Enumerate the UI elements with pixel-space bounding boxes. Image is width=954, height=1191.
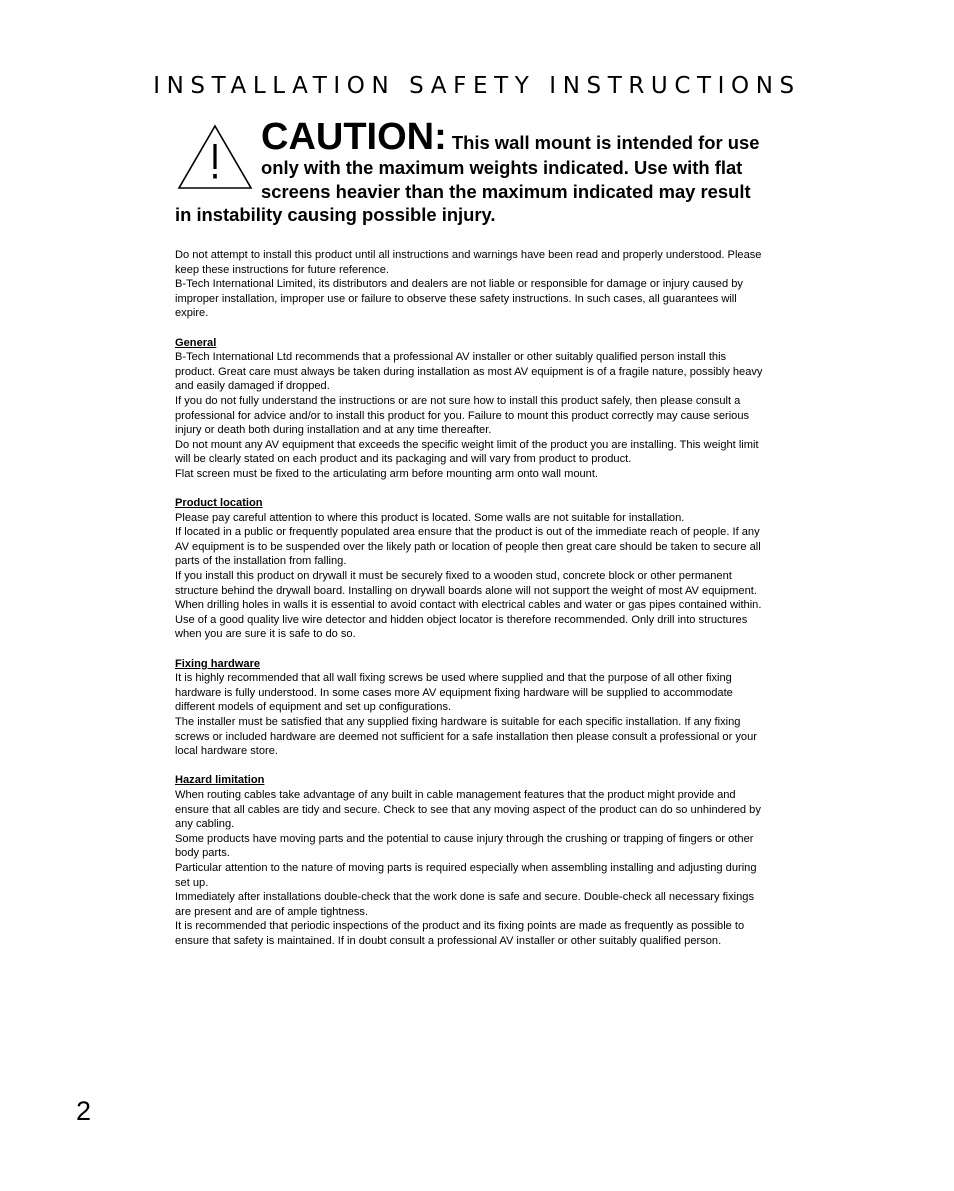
caution-message: This wall mount is intended for use only with the maximum weights indicated. Use with flat screens heavier than the maximum indicated may result in instability causing possible injury. bbox=[175, 132, 760, 225]
section-heading: Fixing hardware bbox=[175, 657, 261, 670]
section-paragraph: Do not mount any AV equipment that exceeds the specific weight limit of the product you are installing. This weight limit will be clearly stated on each product and its packaging and will vary from product to product. bbox=[175, 438, 759, 466]
intro-paragraph: Do not attempt to install this product until all instructions and warnings have been read and properly understood. Please keep these instructions for future reference. bbox=[175, 249, 762, 276]
caution-heading: CAUTION: bbox=[261, 116, 447, 158]
section-heading: Hazard limitation bbox=[175, 774, 265, 787]
section-paragraph: Particular attention to the nature of moving parts is required especially when assembling installing and adjusting during set up. bbox=[175, 861, 757, 889]
section-general bbox=[175, 336, 765, 482]
section-paragraph: B-Tech International Ltd recommends that a professional AV installer or other suitably qualified person install this product. Great care must always be taken during installation as most AV equipment is of a fragile nature, possibly heavy and easily damaged if dropped. bbox=[175, 351, 763, 393]
section-paragraph: If you install this product on drywall it must be securely fixed to a wooden stud, concrete block or other permanent structure behind the drywall board. Installing on drywall boards alone will not support the weight of most AV equipment. bbox=[175, 570, 757, 597]
section-paragraph: It is highly recommended that all wall fixing screws be used where supplied and that the purpose of all other fixing hardware is fully understood. In some cases more AV equipment fixing hardware will be supplied to accommodate different models of equipment and set up configurations. bbox=[175, 672, 733, 714]
section-paragraph: When drilling holes in walls it is essential to avoid contact with electrical cables and water or gas pipes contained within. Use of a good quality live wire detector and hidden object locator is therefore recommended. Only drill into structures when you are sure it is safe to do so. bbox=[175, 599, 762, 641]
section-paragraph: It is recommended that periodic inspections of the product and its fixing points are made as frequently as possible to ensure that safety is maintained. If in doubt consult a professional AV installer or other suitably qualified person. bbox=[175, 920, 745, 947]
section-paragraph: If you do not fully understand the instructions or are not sure how to install this product safely, then please consult a professional for advice and/or to install this product for you. Failure to mount this product correctly may cause serious injury or death both during installation and at any time thereafter. bbox=[175, 394, 750, 437]
section-paragraph: Some products have moving parts and the potential to cause injury through the crushing or trapping of fingers or other body parts. bbox=[175, 832, 754, 860]
section-heading: General bbox=[175, 336, 217, 349]
section-paragraph: The installer must be satisfied that any supplied fixing hardware is suitable for each specific installation. If any fixing screws or included hardware are deemed not sufficient for a safe installation then please consult a professional or your local hardware store. bbox=[175, 716, 757, 758]
page-number: 2 bbox=[76, 1096, 92, 1126]
body-copy bbox=[175, 248, 765, 963]
intro-paragraph: B-Tech International Limited, its distributors and dealers are not liable or responsible for damage or injury caused by improper installation, improper use or failure to observe these safety instructions. In such cases, all guarantees will expire. bbox=[175, 278, 743, 320]
section-paragraph: Please pay careful attention to where this product is located. Some walls are not suitable for installation. bbox=[175, 511, 685, 524]
intro bbox=[175, 248, 765, 321]
section-hazard-limitation bbox=[175, 773, 765, 948]
section-fixing-hardware bbox=[175, 657, 765, 759]
caution-paragraph bbox=[175, 118, 765, 227]
warning-triangle-icon bbox=[175, 122, 255, 192]
section-paragraph: Immediately after installations double-check that the work done is safe and secure. Double-check all necessary fixings are present and are of ample tightness. bbox=[175, 891, 755, 918]
section-product-location bbox=[175, 496, 765, 642]
section-paragraph: When routing cables take advantage of any built in cable management features that the product might provide and ensure that all cables are tidy and secure. Check to see that any moving aspect of the product can do so unhindered by any cabling. bbox=[175, 788, 761, 831]
section-paragraph: If located in a public or frequently populated area ensure that the product is out of the immediate reach of people. If any AV equipment is to be suspended over the likely path or location of people then great care should be taken to secure all parts of the installation from falling. bbox=[175, 526, 761, 568]
section-heading: Product location bbox=[175, 497, 263, 510]
section-paragraph: Flat screen must be fixed to the articulating arm before mounting arm onto wall mount. bbox=[175, 467, 598, 480]
page-title: INSTALLATION SAFETY INSTRUCTIONS bbox=[153, 73, 801, 99]
caution-block bbox=[175, 118, 765, 227]
